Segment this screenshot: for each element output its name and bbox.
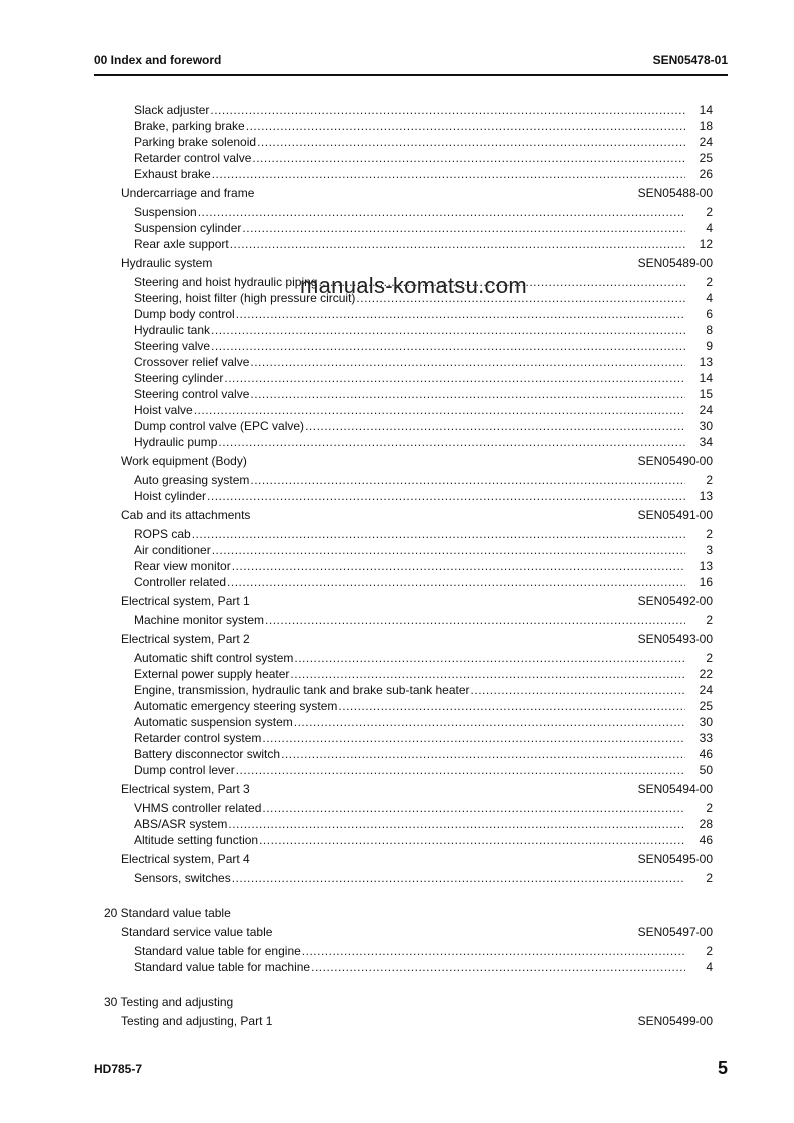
dot-leader xyxy=(194,402,685,418)
toc-entry[interactable] xyxy=(134,542,713,558)
toc-entry[interactable] xyxy=(134,714,713,730)
entry-title: Steering and hoist hydraulic piping xyxy=(134,275,318,289)
entry-page: 26 xyxy=(699,167,713,181)
entry-page: 12 xyxy=(699,237,713,251)
entry-page: 2 xyxy=(706,613,713,627)
entry-page: 16 xyxy=(699,575,713,589)
toc-entry[interactable] xyxy=(134,354,713,370)
section-title: Electrical system, Part 1 xyxy=(121,594,250,608)
entry-title: Steering valve xyxy=(134,339,211,353)
entry-page: 3 xyxy=(706,543,713,557)
section-document-code: SEN05493-00 xyxy=(637,632,713,646)
toc-entry[interactable] xyxy=(134,762,713,778)
entry-title: Slack adjuster xyxy=(134,103,210,117)
entry-title: Exhaust brake xyxy=(134,167,211,181)
entry-title: Dump body control xyxy=(134,307,235,321)
toc-entry[interactable] xyxy=(134,574,713,590)
toc-entry[interactable] xyxy=(134,698,713,714)
entry-title: Automatic emergency steering system xyxy=(134,699,338,713)
entry-page: 2 xyxy=(706,275,713,289)
entry-title: Standard value table for engine xyxy=(134,944,301,958)
dot-leader xyxy=(257,134,685,150)
toc-entry[interactable] xyxy=(134,800,713,816)
dot-leader xyxy=(198,204,685,220)
entry-page: 4 xyxy=(706,960,713,974)
toc-entry[interactable] xyxy=(134,730,713,746)
dot-leader xyxy=(246,118,685,134)
entry-title: Air conditioner xyxy=(134,543,211,557)
toc-entry[interactable] xyxy=(134,959,713,975)
entry-title: Engine, transmission, hydraulic tank and brake sub-tank heater xyxy=(134,683,470,697)
entry-page: 50 xyxy=(699,763,713,777)
entry-title: Retarder control valve xyxy=(134,151,252,165)
entry-page: 9 xyxy=(706,339,713,353)
entry-page: 15 xyxy=(699,387,713,401)
dot-leader xyxy=(262,800,685,816)
toc-entry[interactable] xyxy=(134,150,713,166)
entry-page: 2 xyxy=(706,651,713,665)
entry-title: ROPS cab xyxy=(134,527,191,541)
toc-section-heading[interactable] xyxy=(121,453,713,469)
section-title: Cab and its attachments xyxy=(121,508,251,522)
entry-page: 33 xyxy=(699,731,713,745)
dot-leader xyxy=(207,488,685,504)
toc-entry[interactable] xyxy=(134,832,713,848)
entry-page: 34 xyxy=(699,435,713,449)
dot-leader xyxy=(236,762,685,778)
dot-leader xyxy=(311,959,685,975)
dot-leader xyxy=(338,698,685,714)
dot-leader xyxy=(242,220,685,236)
dot-leader xyxy=(236,306,685,322)
page-number: 5 xyxy=(717,1058,728,1078)
entry-page: 13 xyxy=(699,559,713,573)
entry-title: Auto greasing system xyxy=(134,473,250,487)
dot-leader xyxy=(212,542,685,558)
toc-chapter-heading[interactable]: 30 Testing and adjusting xyxy=(104,995,234,1009)
entry-title: Suspension cylinder xyxy=(134,221,242,235)
dot-leader xyxy=(211,338,685,354)
entry-title: Hoist cylinder xyxy=(134,489,207,503)
entry-page: 4 xyxy=(706,221,713,235)
dot-leader xyxy=(302,943,685,959)
toc-entry[interactable] xyxy=(134,650,713,666)
section-document-code: SEN05488-00 xyxy=(637,186,713,200)
entry-page: 25 xyxy=(699,151,713,165)
toc-section-heading[interactable] xyxy=(121,781,713,797)
section-title: Electrical system, Part 3 xyxy=(121,782,250,796)
entry-page: 6 xyxy=(706,307,713,321)
entry-page: 2 xyxy=(706,473,713,487)
entry-page: 46 xyxy=(699,747,713,761)
entry-title: Brake, parking brake xyxy=(134,119,245,133)
dot-leader xyxy=(192,526,685,542)
watermark: manuals-komatsu.com xyxy=(300,273,527,298)
toc-section-heading[interactable] xyxy=(121,255,713,271)
entry-page: 24 xyxy=(699,403,713,417)
dot-leader xyxy=(218,434,685,450)
entry-title: VHMS controller related xyxy=(134,801,262,815)
entry-title: Standard value table for machine xyxy=(134,960,311,974)
entry-page: 2 xyxy=(706,527,713,541)
entry-page: 25 xyxy=(699,699,713,713)
toc-entry[interactable] xyxy=(134,746,713,762)
entry-title: Rear view monitor xyxy=(134,559,231,573)
dot-leader xyxy=(471,682,685,698)
entry-title: Suspension xyxy=(134,205,197,219)
dot-leader xyxy=(232,870,685,886)
toc-entry[interactable] xyxy=(134,558,713,574)
entry-title: Hydraulic tank xyxy=(134,323,211,337)
toc-entry[interactable] xyxy=(134,612,713,628)
toc-entry[interactable] xyxy=(134,488,713,504)
dot-leader xyxy=(227,574,685,590)
toc-entry[interactable] xyxy=(134,418,713,434)
dot-leader xyxy=(305,418,685,434)
section-document-code: SEN05497-00 xyxy=(637,925,713,939)
entry-title: Battery disconnector switch xyxy=(134,747,281,761)
section-title: Undercarriage and frame xyxy=(121,186,255,200)
entry-title: Controller related xyxy=(134,575,227,589)
entry-page: 13 xyxy=(699,355,713,369)
entry-page: 28 xyxy=(699,817,713,831)
dot-leader xyxy=(294,714,685,730)
dot-leader xyxy=(290,666,685,682)
entry-page: 2 xyxy=(706,871,713,885)
toc-section-heading[interactable] xyxy=(121,593,713,609)
entry-page: 4 xyxy=(706,291,713,305)
entry-title: Hoist valve xyxy=(134,403,193,417)
entry-page: 2 xyxy=(706,944,713,958)
entry-page: 13 xyxy=(699,489,713,503)
toc-section-heading[interactable] xyxy=(121,924,713,940)
entry-page: 30 xyxy=(699,715,713,729)
toc-section-heading[interactable] xyxy=(121,1013,713,1029)
toc-section-heading[interactable] xyxy=(121,507,713,523)
toc-entry[interactable] xyxy=(134,370,713,386)
section-document-code: SEN05494-00 xyxy=(637,782,713,796)
section-document-code: SEN05489-00 xyxy=(637,256,713,270)
entry-title: Sensors, switches xyxy=(134,871,231,885)
toc-entry[interactable] xyxy=(134,118,713,134)
section-title: Standard service value table xyxy=(121,925,273,939)
section-document-code: SEN05491-00 xyxy=(637,508,713,522)
dot-leader xyxy=(212,166,685,182)
toc-section-heading[interactable] xyxy=(121,851,713,867)
section-title: Testing and adjusting, Part 1 xyxy=(121,1014,273,1028)
section-title: Electrical system, Part 4 xyxy=(121,852,250,866)
entry-page: 24 xyxy=(699,135,713,149)
entry-page: 2 xyxy=(706,205,713,219)
toc-entry[interactable] xyxy=(134,943,713,959)
header-chapter-title: 00 Index and foreword xyxy=(94,53,222,67)
entry-title: Steering control valve xyxy=(134,387,250,401)
toc-entry[interactable] xyxy=(134,204,713,220)
entry-page: 24 xyxy=(699,683,713,697)
entry-title: Dump control valve (EPC valve) xyxy=(134,419,305,433)
dot-leader xyxy=(281,746,685,762)
entry-title: Altitude setting function xyxy=(134,833,259,847)
entry-title: Dump control lever xyxy=(134,763,235,777)
entry-page: 18 xyxy=(699,119,713,133)
section-document-code: SEN05490-00 xyxy=(637,454,713,468)
toc-entry[interactable] xyxy=(134,682,713,698)
table-of-contents xyxy=(0,102,794,1032)
entry-title: Crossover relief valve xyxy=(134,355,250,369)
section-document-code: SEN05492-00 xyxy=(637,594,713,608)
entry-page: 14 xyxy=(699,371,713,385)
section-title: Hydraulic system xyxy=(121,256,213,270)
toc-entry[interactable] xyxy=(134,166,713,182)
entry-page: 2 xyxy=(706,801,713,815)
toc-entry[interactable] xyxy=(134,666,713,682)
dot-leader xyxy=(259,832,685,848)
entry-page: 22 xyxy=(699,667,713,681)
entry-title: Steering cylinder xyxy=(134,371,224,385)
header-document-code: SEN05478-01 xyxy=(652,53,728,67)
dot-leader xyxy=(224,370,685,386)
entry-page: 46 xyxy=(699,833,713,847)
entry-title: Retarder control system xyxy=(134,731,262,745)
toc-section-heading[interactable] xyxy=(121,185,713,201)
toc-entry[interactable] xyxy=(134,472,713,488)
dot-leader xyxy=(250,354,685,370)
dot-leader xyxy=(250,472,685,488)
entry-title: Hydraulic pump xyxy=(134,435,218,449)
entry-title: Machine monitor system xyxy=(134,613,265,627)
toc-entry[interactable] xyxy=(134,526,713,542)
toc-section-heading[interactable] xyxy=(121,631,713,647)
toc-entry[interactable] xyxy=(134,434,713,450)
entry-page: 14 xyxy=(699,103,713,117)
section-document-code: SEN05495-00 xyxy=(637,852,713,866)
toc-entry[interactable] xyxy=(134,220,713,236)
toc-entry[interactable] xyxy=(134,102,713,118)
dot-leader xyxy=(252,150,685,166)
section-document-code: SEN05499-00 xyxy=(637,1014,713,1028)
dot-leader xyxy=(210,102,685,118)
entry-page: 8 xyxy=(706,323,713,337)
dot-leader xyxy=(294,650,685,666)
toc-entry[interactable] xyxy=(134,322,713,338)
entry-title: Parking brake solenoid xyxy=(134,135,257,149)
entry-title: Automatic suspension system xyxy=(134,715,293,729)
entry-title: Automatic shift control system xyxy=(134,651,294,665)
entry-title: Steering, hoist filter (high pressure circuit) xyxy=(134,291,356,305)
toc-entry[interactable] xyxy=(134,306,713,322)
toc-entry[interactable] xyxy=(134,236,713,252)
dot-leader xyxy=(250,386,685,402)
entry-title: ABS/ASR system xyxy=(134,817,228,831)
toc-entry[interactable] xyxy=(134,134,713,150)
dot-leader xyxy=(262,730,685,746)
dot-leader xyxy=(230,236,685,252)
toc-entry[interactable] xyxy=(134,870,713,886)
entry-page: 30 xyxy=(699,419,713,433)
toc-entry[interactable] xyxy=(134,386,713,402)
dot-leader xyxy=(265,612,685,628)
toc-entry[interactable] xyxy=(134,338,713,354)
toc-entry[interactable] xyxy=(134,816,713,832)
section-title: Work equipment (Body) xyxy=(121,454,247,468)
entry-title: Rear axle support xyxy=(134,237,229,251)
dot-leader xyxy=(228,816,685,832)
section-title: Electrical system, Part 2 xyxy=(121,632,250,646)
dot-leader xyxy=(211,322,685,338)
toc-chapter-heading[interactable]: 20 Standard value table xyxy=(104,906,231,920)
toc-entry[interactable] xyxy=(134,402,713,418)
footer-model: HD785-7 xyxy=(94,1062,143,1076)
entry-title: External power supply heater xyxy=(134,667,290,681)
header-rule xyxy=(94,74,728,76)
dot-leader xyxy=(232,558,685,574)
